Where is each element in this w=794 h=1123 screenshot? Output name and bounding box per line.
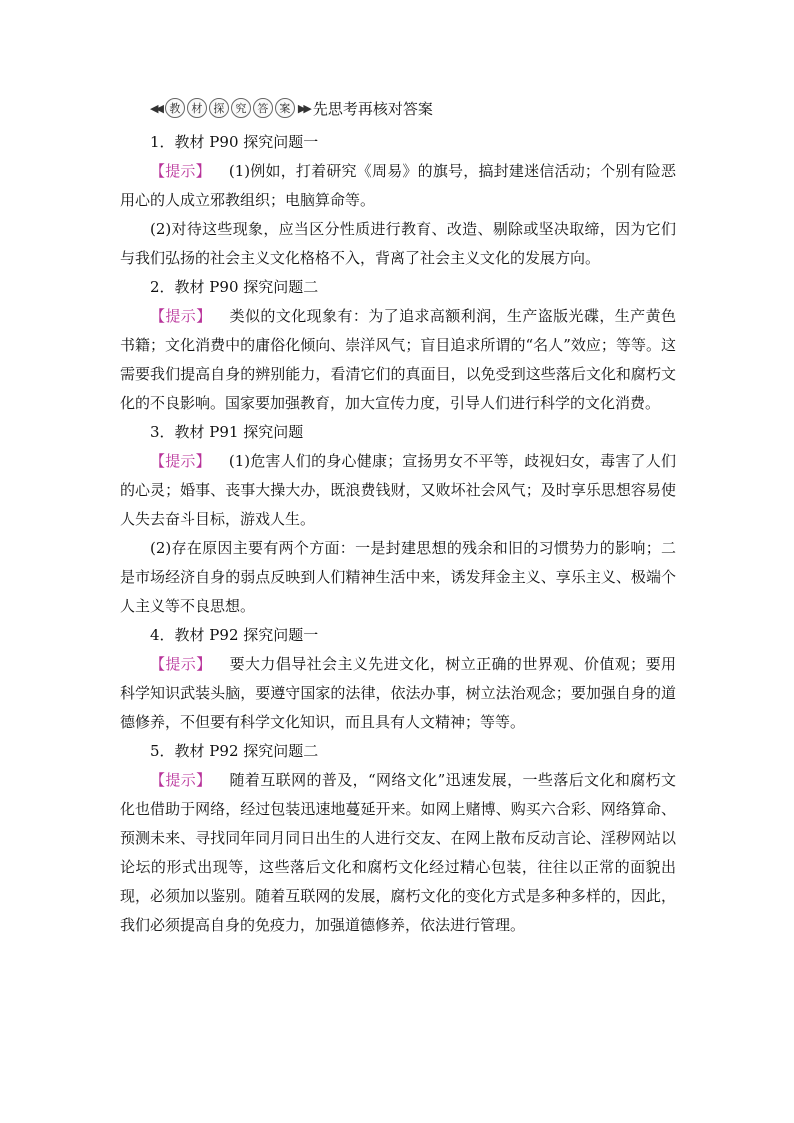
tip-label: 【提示】 — [150, 452, 211, 470]
tip-label: 【提示】 — [150, 162, 211, 180]
question-heading: 5．教材 P92 探究问题二 — [150, 742, 319, 760]
answer-paragraph — [120, 650, 676, 737]
answer-paragraph — [120, 534, 676, 621]
tip-label: 【提示】 — [150, 655, 212, 673]
answer-paragraph — [120, 766, 676, 940]
question-heading: 4．教材 P92 探究问题一 — [150, 626, 319, 644]
section-banner — [150, 95, 433, 121]
banner-chip: 材 — [187, 98, 207, 118]
tip-label: 【提示】 — [150, 771, 212, 789]
banner-text: 先思考再核对答案 — [312, 99, 433, 118]
answer-text: (2)存在原因主要有两个方面：一是封建思想的残余和旧的习惯势力的影响；二是市场经济自身的弱点反映到人们精神生活中来，诱发拜金主义、享乐主义、极端个人主义等不良思想。 — [120, 539, 676, 615]
answer-paragraph — [120, 157, 676, 215]
question-heading: 3．教材 P91 探究问题 — [150, 423, 304, 441]
banner-chip: 答 — [253, 98, 273, 118]
answer-paragraph — [120, 447, 676, 534]
banner-chip: 探 — [209, 98, 229, 118]
answer-text: 随着互联网的普及，“网络文化”迅速发展，一些落后文化和腐朽文化也借助于网络，经过包装迅速地蔓延开来。如网上赌博、购买六合彩、网络算命、预测未来、寻找同年同月同日出生的人进行交友、在网上散布反动言论、淫秽网站以论坛的形式出现等，这些落后文化和腐朽文化经过精心包装，往往以正常的面貌出现，必须加以鉴别。随着互联网的发展，腐朽文化的变化方式是多种多样的，因此，我们必须提高自身的免疫力，加强道德修养，依法进行管理。 — [120, 771, 676, 934]
double-right-arrow-icon: ▶▶ — [297, 101, 309, 115]
answer-paragraph — [120, 302, 676, 418]
banner-chips — [165, 98, 295, 118]
banner-chip: 教 — [165, 98, 185, 118]
banner-chip: 究 — [231, 98, 251, 118]
answer-text: 类似的文化现象有：为了追求高额利润，生产盗版光碟，生产黄色书籍；文化消费中的庸俗化倾向、崇洋风气；盲目追求所谓的“名人”效应；等等。这需要我们提高自身的辨别能力，看清它们的真面目，以免受到这些落后文化和腐朽文化的不良影响。国家要加强教育，加大宣传力度，引导人们进行科学的文化消费。 — [120, 307, 676, 412]
answer-content — [120, 128, 676, 940]
answer-text: (1)例如，打着研究《周易》的旗号，搞封建迷信活动；个别有险恶用心的人成立邪教组织；电脑算命等。 — [120, 162, 676, 209]
question-heading: 1．教材 P90 探究问题一 — [150, 133, 319, 151]
banner-chip: 案 — [275, 98, 295, 118]
answer-text: (1)危害人们的身心健康；宣扬男女不平等，歧视妇女，毒害了人们的心灵；婚事、丧事大操大办，既浪费钱财，又败坏社会风气；及时享乐思想容易使人失去奋斗目标，游戏人生。 — [120, 452, 676, 528]
answer-text: (2)对待这些现象，应当区分性质进行教育、改造、剔除或坚决取缔，因为它们与我们弘扬的社会主义文化格格不入，背离了社会主义文化的发展方向。 — [120, 220, 676, 267]
answer-paragraph — [120, 215, 676, 273]
tip-label: 【提示】 — [150, 307, 212, 325]
question-heading: 2．教材 P90 探究问题二 — [150, 278, 319, 296]
answer-text: 要大力倡导社会主义先进文化，树立正确的世界观、价值观；要用科学知识武装头脑，要遵守国家的法律，依法办事，树立法治观念；要加强自身的道德修养，不但要有科学文化知识，而且具有人文精神；等等。 — [120, 655, 676, 731]
double-left-arrow-icon: ◀◀ — [150, 101, 161, 115]
